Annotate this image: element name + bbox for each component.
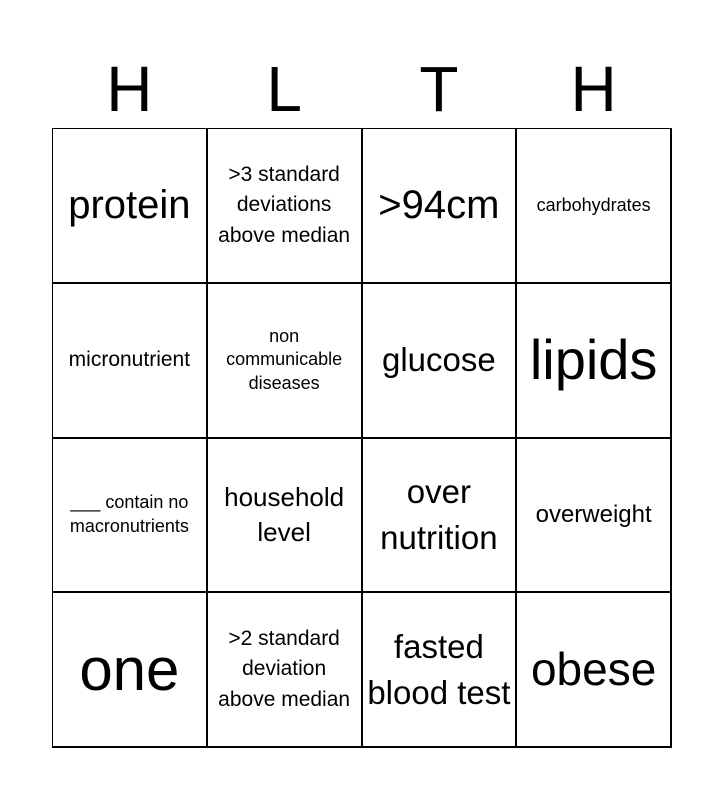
cell-text: micronutrient [68, 348, 191, 372]
header-letter: H [106, 53, 153, 125]
bingo-cell[interactable] [363, 284, 518, 439]
bingo-cell[interactable] [208, 284, 363, 439]
cell-text: lipids [529, 327, 658, 391]
cell-text: fasted blood test [367, 628, 511, 711]
bingo-cell[interactable] [53, 284, 208, 439]
cell-text: one [79, 636, 180, 704]
bingo-board [52, 128, 672, 748]
bingo-cell[interactable] [517, 439, 672, 594]
cell-text: household level [224, 481, 345, 547]
cell-text: glucose [382, 341, 496, 379]
bingo-cell[interactable] [53, 439, 208, 594]
cell-text: >94cm [378, 183, 500, 228]
bingo-cell[interactable] [208, 593, 363, 748]
bingo-cell[interactable] [53, 129, 208, 284]
bingo-header [52, 50, 671, 128]
cell-text: over nutrition [380, 473, 498, 556]
bingo-cell[interactable] [208, 129, 363, 284]
cell-text: >2 standard deviation above median [218, 626, 351, 711]
bingo-cell[interactable] [363, 439, 518, 594]
bingo-cell[interactable] [517, 593, 672, 748]
cell-text: obese [530, 643, 657, 696]
cell-text: carbohydrates [536, 195, 651, 216]
cell-text: protein [68, 183, 191, 228]
cell-text: ___ contain no macronutrients [69, 492, 189, 536]
cell-text: >3 standard deviations above median [218, 162, 351, 247]
header-letter: L [266, 53, 302, 125]
bingo-cell[interactable] [208, 439, 363, 594]
bingo-cell[interactable] [363, 593, 518, 748]
cell-text: non communicable diseases [226, 326, 343, 393]
bingo-cell[interactable] [517, 284, 672, 439]
bingo-cell[interactable] [517, 129, 672, 284]
cell-text: overweight [535, 501, 652, 529]
header-letter: T [419, 53, 459, 125]
bingo-cell[interactable] [363, 129, 518, 284]
bingo-cell[interactable] [53, 593, 208, 748]
header-letter: H [570, 53, 617, 125]
